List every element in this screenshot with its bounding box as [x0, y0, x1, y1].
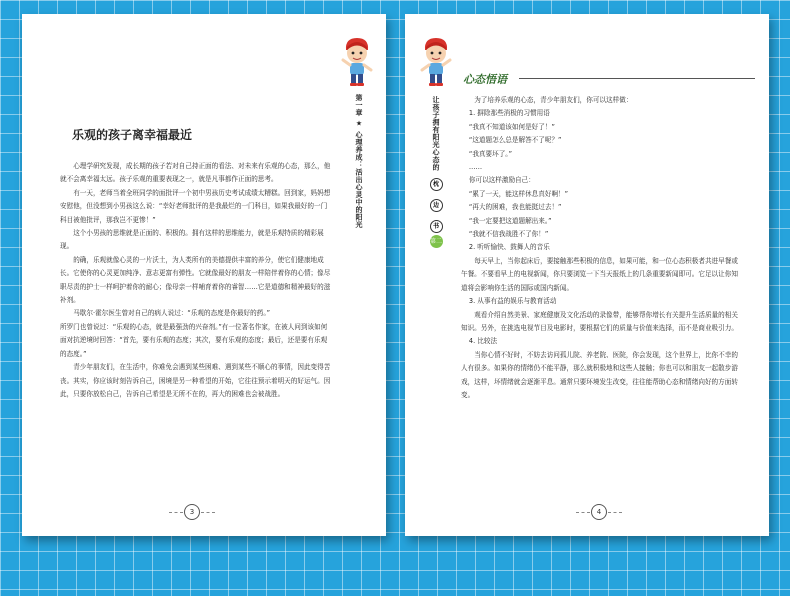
header-title: 心态悟语 — [463, 73, 507, 86]
text-line: “我就不信我战胜不了你！” — [468, 230, 549, 239]
text-line: “这道题怎么总是解答不了呢？” — [468, 136, 562, 145]
series-side-label — [429, 96, 443, 260]
article-body — [60, 160, 332, 401]
paragraph: 心理学研究发现，成长期的孩子若对自己持正面的看法、对未来有乐观的心态，那么，他就不会离幸福太远。孩子乐观的重要表现之一，就是凡事都作正面的思考。 — [60, 162, 331, 184]
paragraph: 这个小男孩的思维就是正面的、积极的。拥有这样的思维能力，就是乐观特质的精彩展现。 — [60, 229, 324, 251]
paragraph: 马歇尔·霍尔医生曾对自己的病人说过：“乐观的态度是你最好的药。” — [73, 309, 271, 318]
text-line: 2. 听听愉快、鼓舞人的音乐 — [468, 243, 550, 252]
tips-body — [461, 94, 741, 402]
text-line: …… — [468, 163, 483, 172]
text-line: 4. 比较法 — [468, 337, 498, 346]
paragraph: 有一天，老师当着全班同学的面批评一个初中男孩历史考试成绩太糟糕。回到家，妈妈想安慰他，但没想到小男孩这么说：“幸好老师批评的是我最烂的一门科目，如果我最好的一门科目被他批评，那我岂不更惨！” — [60, 188, 331, 224]
text-line: 你可以这样激励自己： — [468, 176, 535, 185]
text-line: 观看介绍自然美景、家庭健康及文化活动的录像带，能够帮你增长有关提升生活质量的相关知识。另外，在挑选电视节目及电影时，要根据它们的质量与价值来选择，而不是商业吸引力。 — [461, 310, 738, 332]
text-line: 1. 摒除那些消极的习惯用语 — [468, 109, 550, 118]
page-title: 乐观的孩子离幸福最近 — [72, 128, 193, 142]
page-number: 3 — [184, 504, 200, 520]
badge-char: 枕 — [430, 178, 443, 191]
paragraph: 所罗门也曾说过：“乐观的心态，就是最强劲的兴奋剂。”有一位著名作家，在被人问到该如何面对抗逆境时回答：“首先，要有乐观的态度；其次，要有乐观的态度；最后，还是要有乐观的态度。” — [60, 322, 328, 358]
cartoon-boy-icon — [419, 36, 453, 88]
page-number: 4 — [591, 504, 607, 520]
cartoon-boy-icon — [340, 36, 374, 88]
left-page — [22, 14, 386, 536]
section-header — [463, 68, 755, 84]
text-line: 为了培养乐观的心态，青少年朋友们，你可以这样做： — [474, 96, 633, 104]
text-line: “累了一天，能这样休息真好啊！” — [468, 189, 569, 198]
badge-char: 书 — [430, 220, 443, 233]
text-line: 当你心情不好时，不妨去访问孤儿院、养老院、医院，你会发现，这个世界上，比你不幸的人有很多。如果你的情绪仍不能平静，那么就积极地和这些人接触；你也可以和朋友一起散步游戏，这样，坏情绪就会逐渐平息。通常只要环境发生改变，往往能帮助心态和情绪向好的方面转变。 — [461, 350, 738, 399]
text-line: “再大的困难，我也能挺过去！” — [468, 203, 562, 212]
chapter-side-label: 第一章 ★ 心理养成：活出心灵中的阳光 — [355, 94, 363, 229]
edition-badge: 第二版 — [430, 235, 443, 248]
text-line: 每天早上，当你起床后，要接触那些积极的信息，如果可能，和一位心态积极者共进早餐或午餐。不要看早上的电视新闻，你只要浏览一下当天报纸上的几条重要新闻即可。它足以让你知道将会影响你生活的国际或国内新闻。 — [461, 256, 738, 292]
header-rule — [519, 78, 755, 79]
text-line: “我真不知道该如何是好了！” — [468, 122, 555, 131]
badge-char: 边 — [430, 199, 443, 212]
paragraph: 的确，乐观就像心灵的一片沃土，为人类所有的美德提供丰富的养分，使它们健康地成长。它使你的心灵更加纯净、意志更富有弹性。它就像最好的朋友一样陪伴着你的心情；像尽职尽责的护士一样呵护着你的耐心；像母亲一样哺育着你的睿智……它是道德和精神最好的滋补剂。 — [60, 255, 331, 305]
text-line: “我真要坏了。” — [468, 149, 513, 158]
text-line: 3. 从事有益的娱乐与教育活动 — [468, 297, 557, 306]
text-line: “我一定要把这道题解出来。” — [468, 216, 552, 225]
right-page — [405, 14, 769, 536]
series-label-text: 让孩子拥有阳光心态的 — [432, 96, 440, 171]
paragraph: 青少年朋友们，在生活中，你难免会遇到某些困难、遇到某些不顺心的事情，因此变得苦丧。其实，你应该时刻告诉自己，困境是另一种希望的开始，它往往预示着明天的好运气。因此，只要你放松自己，告诉自己希望是无所不在的，再大的困难也会被战胜。 — [60, 363, 331, 398]
